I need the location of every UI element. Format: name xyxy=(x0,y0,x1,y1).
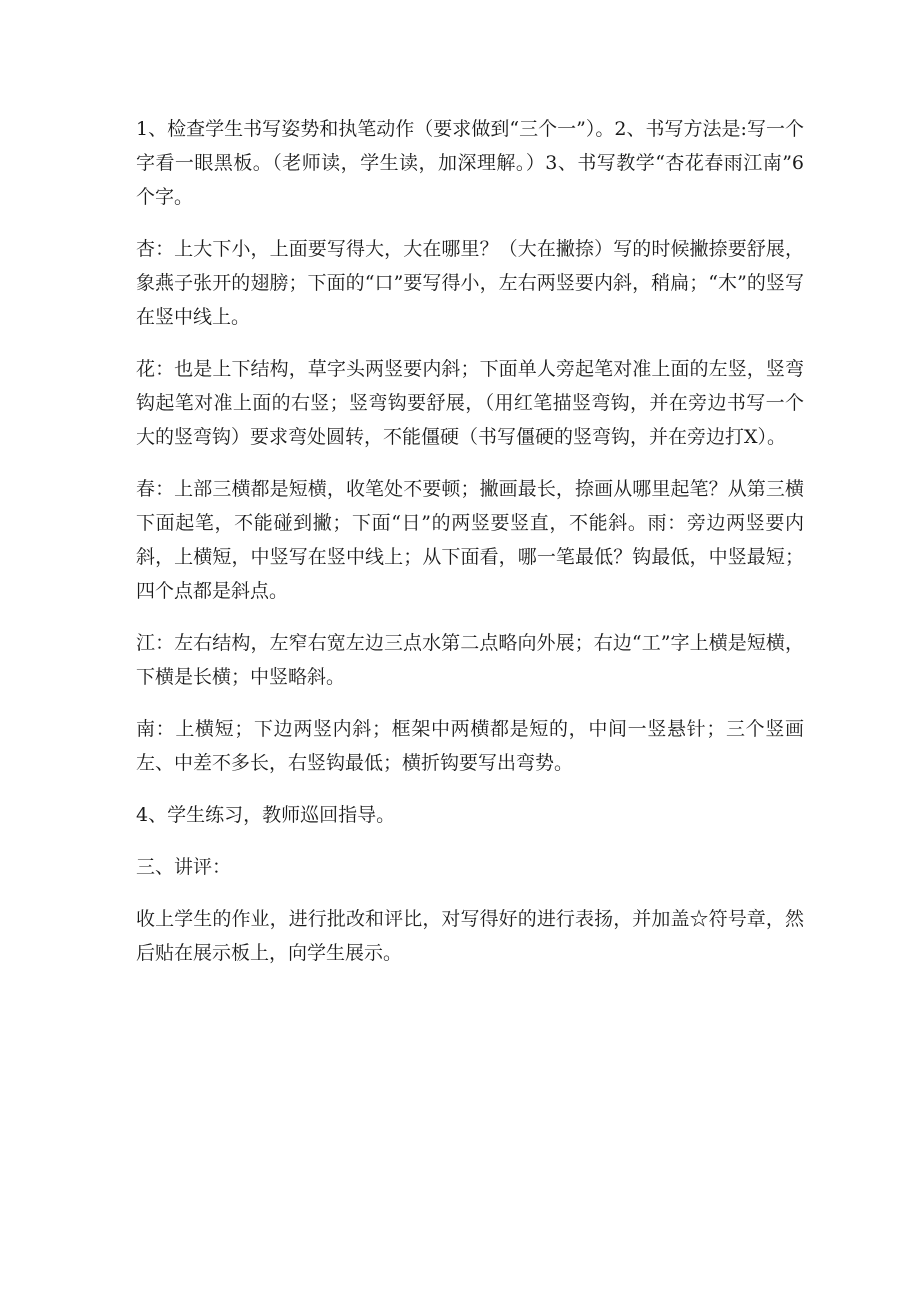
paragraph-practice: 4、学生练习，教师巡回指导。 xyxy=(136,804,396,826)
paragraph-char-xing: 杏：上大下小，上面要写得大，大在哪里？（大在撇捺）写的时候撇捺要舒展，象燕子张开的翅膀；下面的“口”要写得小，左右两竖要内斜，稍扁；“木”的竖写在竖中线上。 xyxy=(136,238,804,328)
paragraph-char-chun-yu: 春：上部三横都是短横，收笔处不要顿；撇画最长，捺画从哪里起笔？从第三横下面起笔，不能碰到撇；下面“日”的两竖要竖直，不能斜。雨：旁边两竖要内斜，上横短，中竖写在竖中线上；从下面看，哪一笔最低？钩最低，中竖最短；四个点都是斜点。 xyxy=(136,478,804,602)
paragraph-char-jiang: 江：左右结构，左窄右宽左边三点水第二点略向外展；右边“工”字上横是短横，下横是长横；中竖略斜。 xyxy=(136,632,804,688)
paragraph-writing-steps: 1、检查学生书写姿势和执笔动作（要求做到“三个一”）。2、书写方法是:写一个字看一眼黑板。（老师读，学生读，加深理解。）3、书写教学“杏花春雨江南”6个字。 xyxy=(136,118,804,208)
paragraph-char-nan: 南：上横短；下边两竖内斜；框架中两横都是短的，中间一竖悬针；三个竖画左、中差不多长，右竖钩最低；横折钩要写出弯势。 xyxy=(136,718,804,774)
section-heading-review: 三、讲评： xyxy=(136,856,232,878)
document-body xyxy=(136,112,804,988)
paragraph-review: 收上学生的作业，进行批改和评比，对写得好的进行表扬，并加盖☆符号章，然后贴在展示板上，向学生展示。 xyxy=(136,908,804,964)
paragraph-char-hua: 花：也是上下结构，草字头两竖要内斜；下面单人旁起笔对准上面的左竖，竖弯钩起笔对准上面的右竖；竖弯钩要舒展，（用红笔描竖弯钩，并在旁边书写一个大的竖弯钩）要求弯处圆转，不能僵硬（书写僵硬的竖弯钩，并在旁边打X）。 xyxy=(136,358,804,448)
